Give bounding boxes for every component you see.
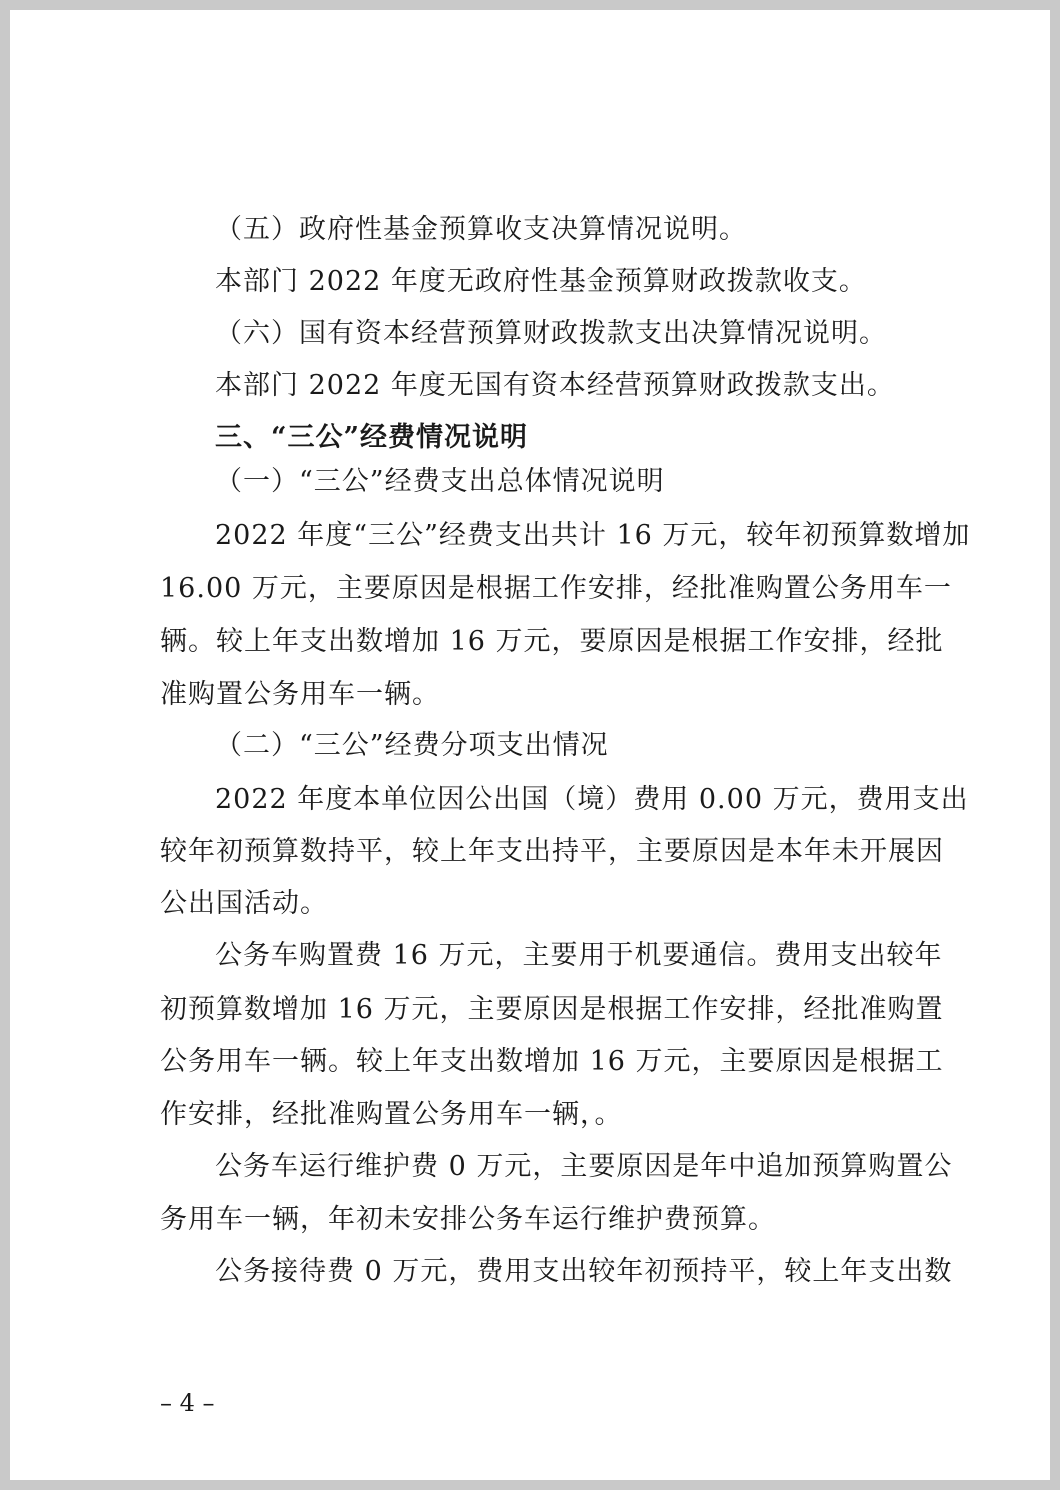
heading-6: （六）国有资本经营预算财政拨款支出决算情况说明。 [215, 318, 887, 349]
page-number: – 4 – [160, 1389, 215, 1417]
document-page [10, 10, 1050, 1480]
paragraph-line: 公出国活动。 [160, 888, 328, 919]
paragraph-line: 作安排，经批准购置公务用车一辆，。 [160, 1099, 623, 1130]
paragraph-line: 公务车运行维护费 0 万元，主要原因是年中追加预算购置公 [215, 1151, 953, 1182]
paragraph-line: 较年初预算数持平，较上年支出持平，主要原因是本年未开展因 [160, 836, 944, 867]
subheading-1: （一）“三公”经费支出总体情况说明 [215, 466, 665, 497]
heading-5: （五）政府性基金预算收支决算情况说明。 [215, 214, 747, 245]
paragraph-line: 准购置公务用车一辆。 [160, 679, 440, 710]
paragraph-line: 公务接待费 0 万元，费用支出较年初预持平，较上年支出数 [215, 1256, 953, 1287]
subheading-2: （二）“三公”经费分项支出情况 [215, 730, 609, 761]
paragraph-line: 2022 年度本单位因公出国（境）费用 0.00 万元，费用支出 [215, 784, 969, 815]
section-heading-3: 三、“三公”经费情况说明 [215, 422, 529, 453]
paragraph-line: 16.00 万元，主要原因是根据工作安排，经批准购置公务用车一 [160, 573, 952, 604]
paragraph-line: 公务用车一辆。较上年支出数增加 16 万元，主要原因是根据工 [160, 1046, 944, 1077]
paragraph-line: 初预算数增加 16 万元，主要原因是根据工作安排，经批准购置 [160, 994, 944, 1025]
paragraph-line: 辆。较上年支出数增加 16 万元，要原因是根据工作安排，经批 [160, 626, 944, 657]
paragraph-line: 本部门 2022 年度无国有资本经营预算财政拨款支出。 [215, 370, 895, 401]
paragraph-line: 本部门 2022 年度无政府性基金预算财政拨款收支。 [215, 266, 867, 297]
paragraph-line: 务用车一辆，年初未安排公务车运行维护费预算。 [160, 1204, 776, 1235]
paragraph-line: 2022 年度“三公”经费支出共计 16 万元，较年初预算数增加 [215, 520, 971, 551]
paragraph-line: 公务车购置费 16 万元，主要用于机要通信。费用支出较年 [215, 940, 943, 971]
